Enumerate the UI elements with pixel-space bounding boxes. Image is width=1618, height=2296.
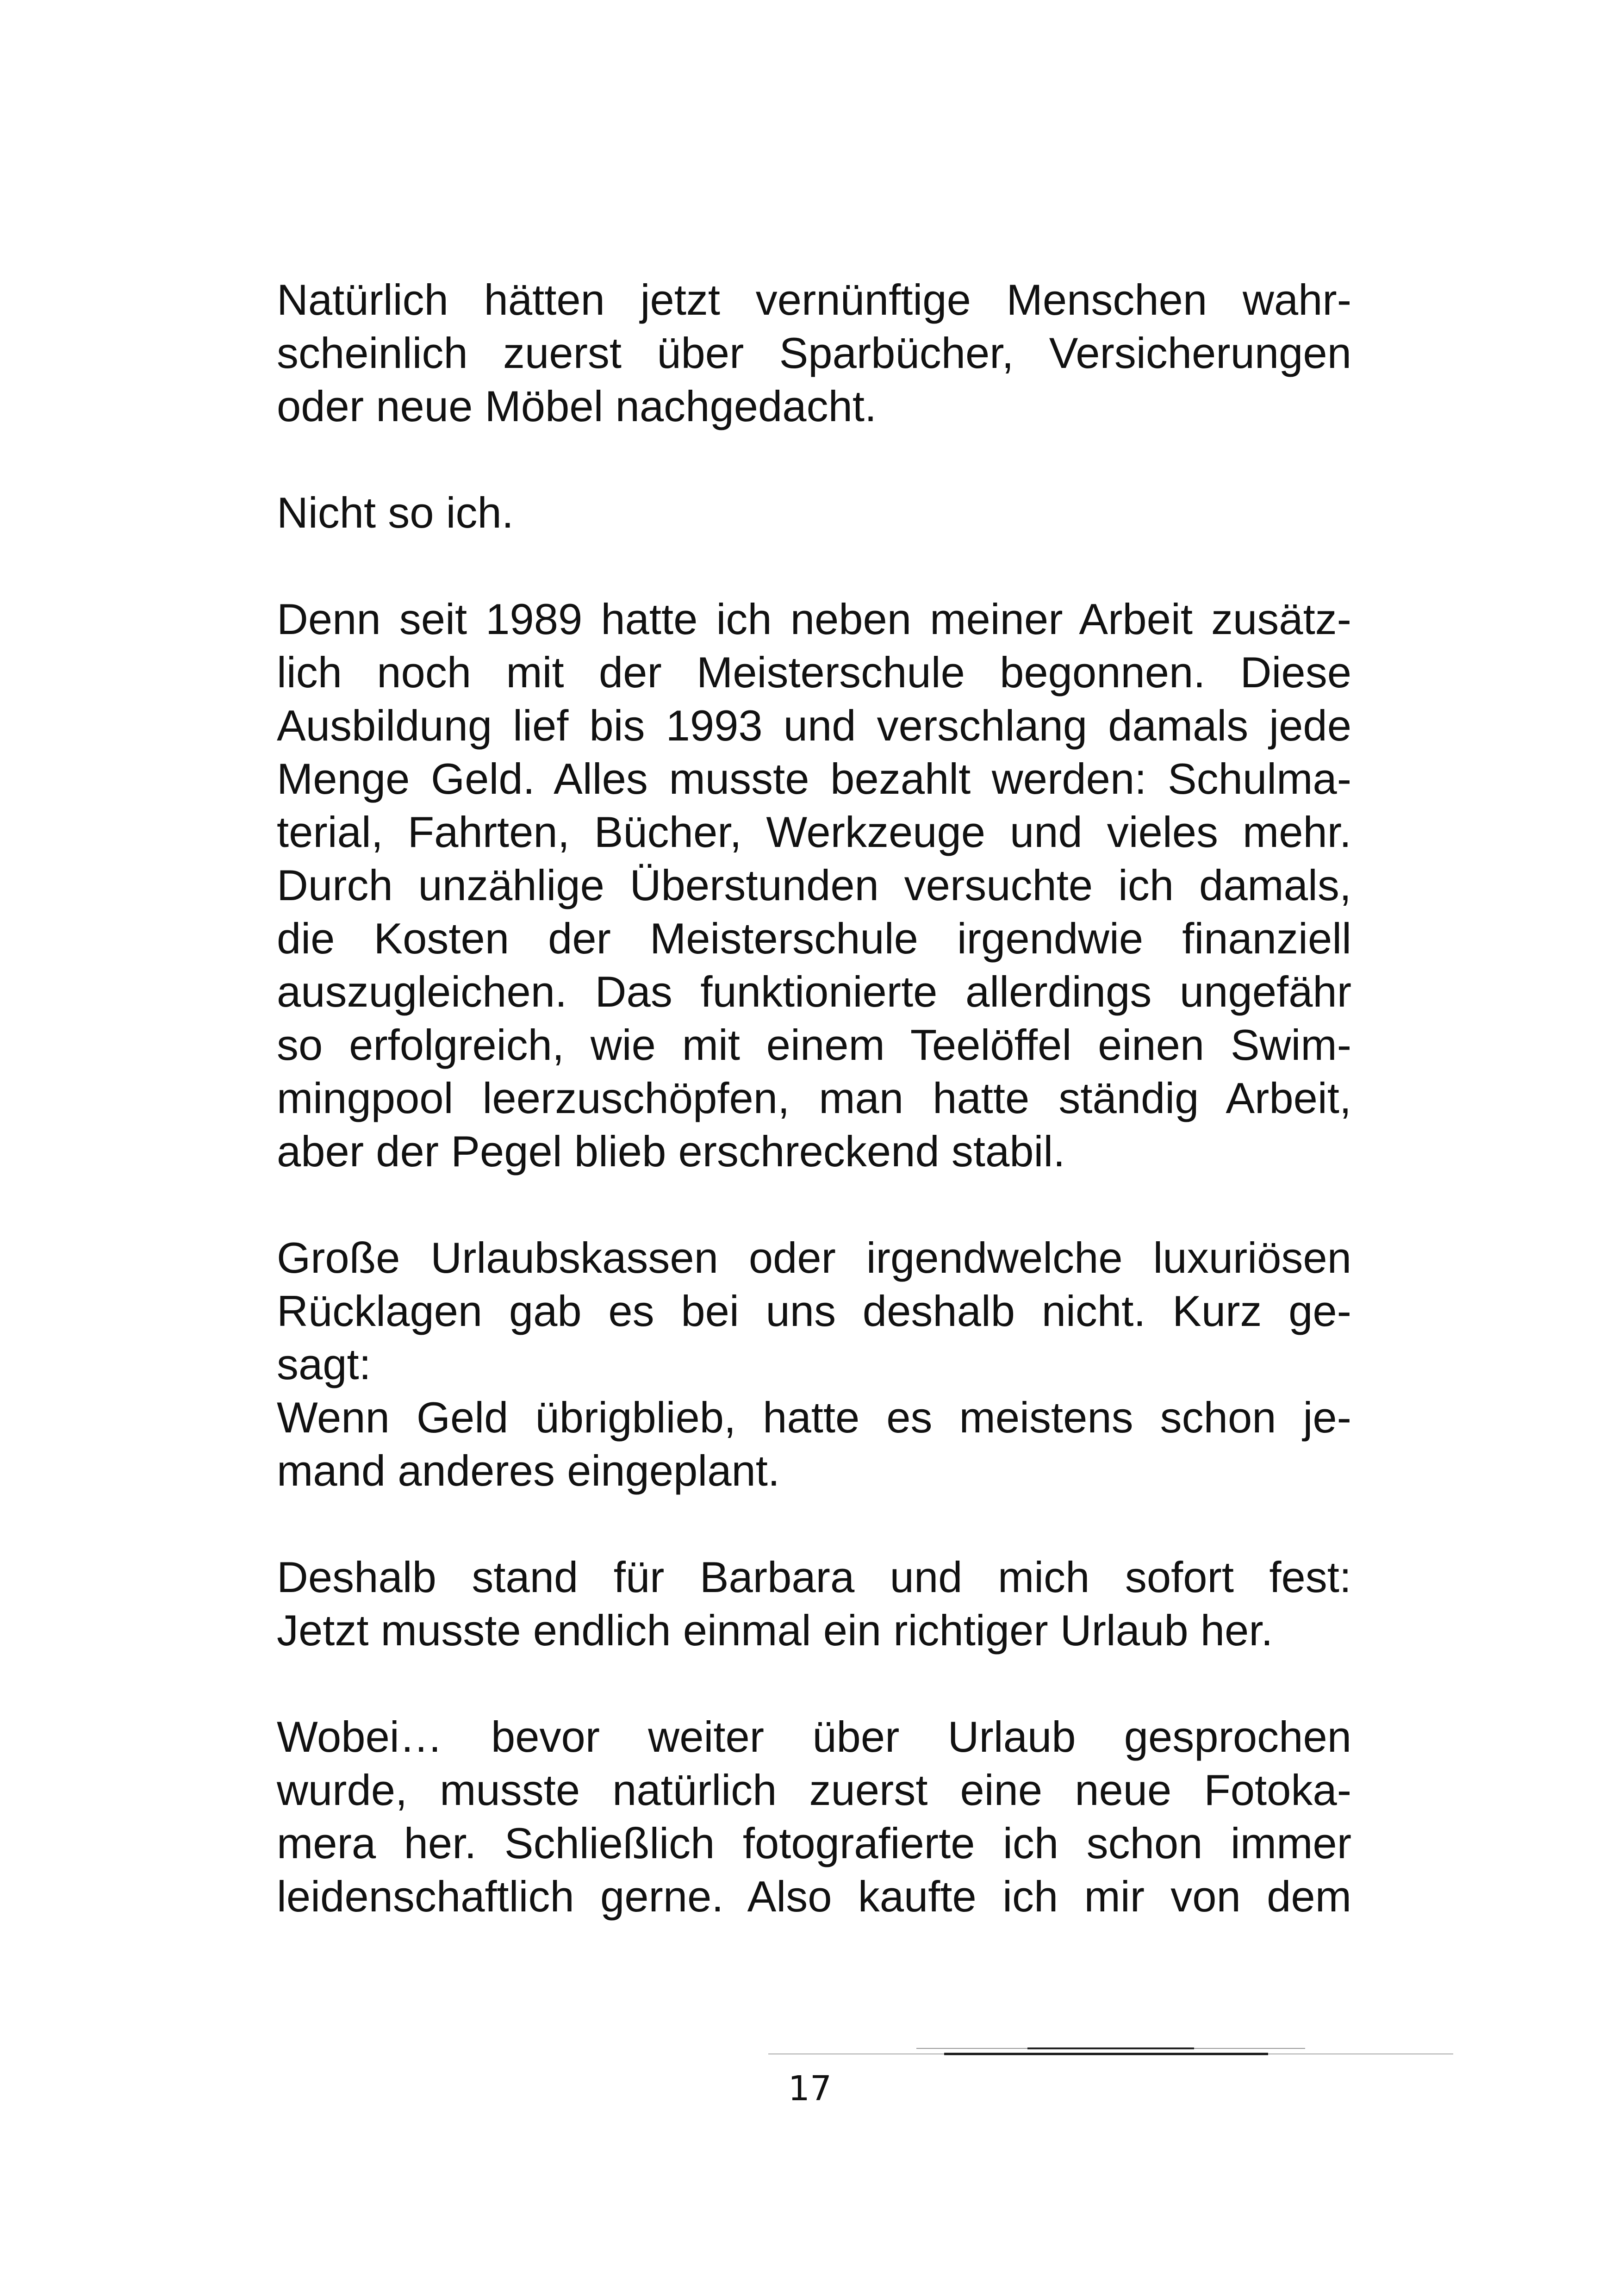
text-line: die Kosten der Meisterschule irgendwie finanziell bbox=[277, 914, 1351, 963]
text-line: Denn seit 1989 hatte ich neben meiner Arbeit zusätz- bbox=[277, 595, 1351, 643]
text-line: aber der Pegel blieb erschreckend stabil. bbox=[277, 1127, 1065, 1176]
text-line: leidenschaftlich gerne. Also kaufte ich mir von dem bbox=[277, 1872, 1351, 1921]
text-line: oder neue Möbel nachgedacht. bbox=[277, 382, 877, 430]
text-line: Große Urlaubskassen oder irgendwelche luxuriösen bbox=[277, 1233, 1351, 1282]
text-line: Jetzt musste endlich einmal ein richtiger Urlaub her. bbox=[277, 1606, 1273, 1655]
text-line: mera her. Schließlich fotografierte ich schon immer bbox=[277, 1819, 1351, 1867]
text-line: Natürlich hätten jetzt vernünftige Menschen wahr- bbox=[277, 275, 1351, 324]
paragraph bbox=[277, 1550, 1351, 1657]
paragraph bbox=[277, 592, 1351, 1178]
text-line: Nicht so ich. bbox=[277, 488, 514, 537]
paragraph bbox=[277, 486, 1351, 539]
paragraph bbox=[277, 273, 1351, 433]
text-line: auszugleichen. Das funktionierte allerdings ungefähr bbox=[277, 967, 1351, 1016]
text-line: Ausbildung lief bis 1993 und verschlang damals jede bbox=[277, 701, 1351, 750]
text-line: so erfolgreich, wie mit einem Teelöffel einen Swim- bbox=[277, 1020, 1351, 1069]
text-line: Wobei… bevor weiter über Urlaub gesprochen bbox=[277, 1712, 1351, 1761]
text-line: Rücklagen gab es bei uns deshalb nicht. Kurz ge- bbox=[277, 1287, 1351, 1335]
footer-divider bbox=[768, 2045, 1453, 2063]
text-line: Deshalb stand für Barbara und mich sofort fest: bbox=[277, 1553, 1351, 1601]
text-line: Menge Geld. Alles musste bezahlt werden: Schulma- bbox=[277, 754, 1351, 803]
text-line: wurde, musste natürlich zuerst eine neue Fotoka- bbox=[277, 1766, 1351, 1814]
text-line: sagt: bbox=[277, 1340, 371, 1388]
text-line: Durch unzählige Überstunden versuchte ich damals, bbox=[277, 861, 1351, 909]
text-line: lich noch mit der Meisterschule begonnen. Diese bbox=[277, 648, 1351, 697]
text-line: terial, Fahrten, Bücher, Werkzeuge und vieles mehr. bbox=[277, 808, 1351, 856]
page-number: 17 bbox=[788, 2069, 832, 2109]
body-text bbox=[277, 273, 1351, 1923]
text-line: Wenn Geld übrigblieb, hatte es meistens schon je- bbox=[277, 1393, 1351, 1442]
text-line: mingpool leerzuschöpfen, man hatte ständig Arbeit, bbox=[277, 1074, 1351, 1122]
text-line: scheinlich zuerst über Sparbücher, Versicherungen bbox=[277, 329, 1351, 377]
paragraph bbox=[277, 1710, 1351, 1923]
paragraph bbox=[277, 1231, 1351, 1497]
text-line: mand anderes eingeplant. bbox=[277, 1446, 780, 1495]
